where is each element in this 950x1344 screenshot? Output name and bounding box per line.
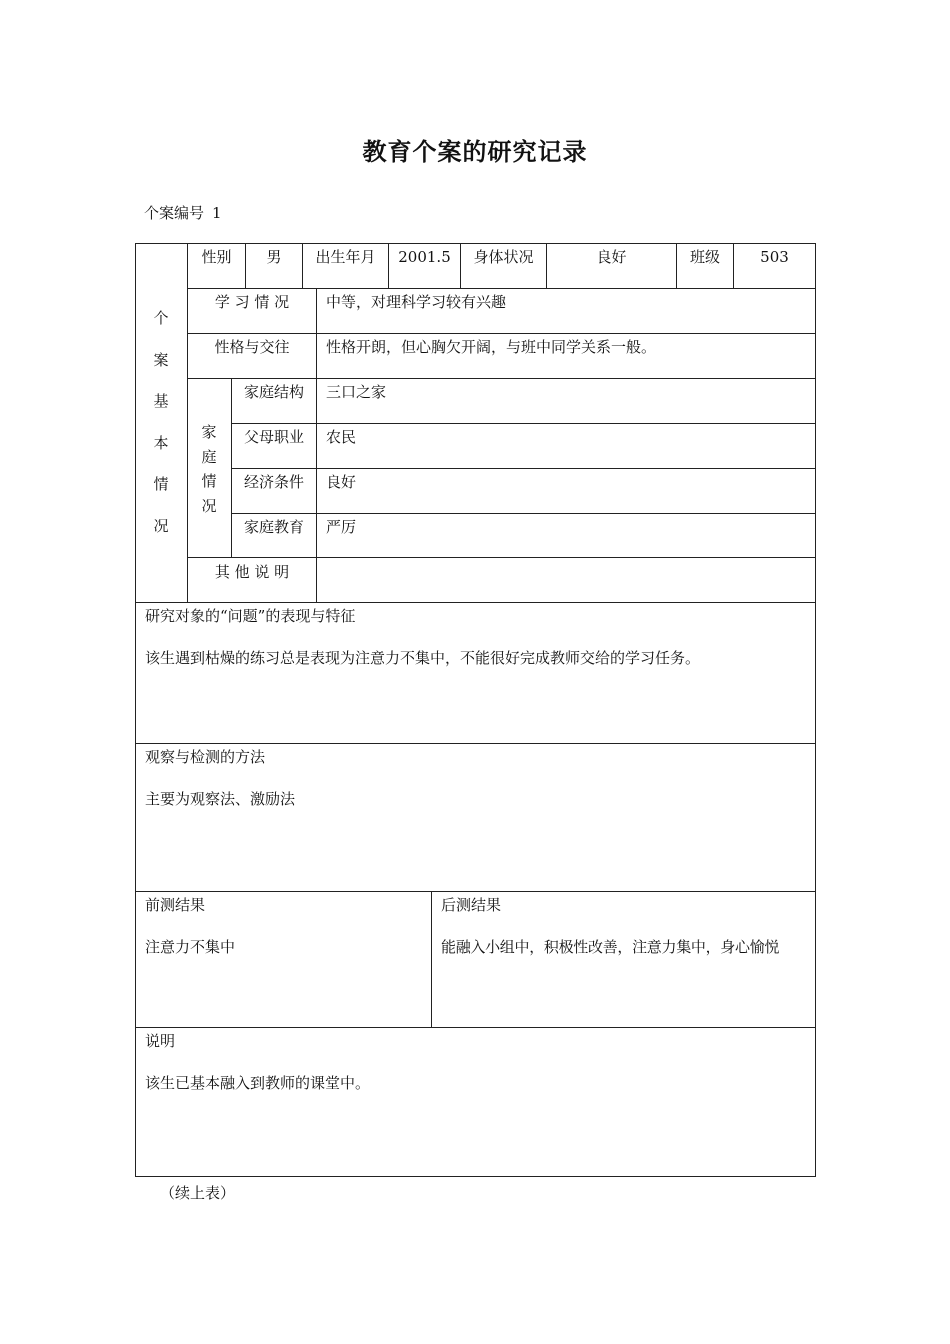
basic-info-side-label xyxy=(151,298,171,547)
family-edu-label: 家庭教育 xyxy=(243,518,304,536)
birth-value: 2001.5 xyxy=(398,248,451,266)
problem-label: 研究对象的“问题”的表现与特征 xyxy=(145,607,356,625)
page-title: 教育个案的研究记录 xyxy=(362,137,588,166)
case-number-label: 个案编号 xyxy=(144,204,205,222)
side-char: 情 xyxy=(153,475,169,493)
method-label: 观察与检测的方法 xyxy=(145,748,266,766)
gender-value: 男 xyxy=(266,248,282,266)
parent-job-value: 农民 xyxy=(326,428,357,446)
class-label: 班级 xyxy=(689,248,720,266)
gender-label: 性别 xyxy=(201,248,232,266)
economy-label: 经济条件 xyxy=(243,473,304,491)
method-text: 主要为观察法、激励法 xyxy=(145,790,296,808)
study-label: 学 习 情 况 xyxy=(214,293,290,311)
family-char: 庭 xyxy=(201,447,217,466)
personality-label: 性格与交往 xyxy=(214,338,290,356)
family-char: 况 xyxy=(201,496,217,515)
class-value: 503 xyxy=(760,248,789,266)
case-number-value: 1 xyxy=(212,204,222,222)
pre-test-label: 前测结果 xyxy=(145,896,206,914)
family-edu-value: 严厉 xyxy=(326,518,357,536)
family-char: 家 xyxy=(201,423,217,441)
parent-job-label: 父母职业 xyxy=(243,428,304,446)
side-char: 本 xyxy=(153,433,169,452)
health-value: 良好 xyxy=(596,248,627,266)
post-test-label: 后测结果 xyxy=(441,896,502,914)
pre-test-text: 注意力不集中 xyxy=(145,938,236,956)
family-structure-label: 家庭结构 xyxy=(243,383,304,401)
other-label: 其 他 说 明 xyxy=(214,563,290,581)
side-char: 案 xyxy=(153,350,169,369)
health-label: 身体状况 xyxy=(473,248,534,266)
family-char: 情 xyxy=(201,472,217,490)
post-test-text: 能融入小组中，积极性改善，注意力集中，身心愉悦 xyxy=(441,938,780,956)
family-side-label xyxy=(199,420,219,518)
family-structure-value: 三口之家 xyxy=(326,383,387,401)
study-value: 中等，对理科学习较有兴趣 xyxy=(326,293,507,311)
economy-value: 良好 xyxy=(326,473,357,491)
birth-label: 出生年月 xyxy=(315,248,376,266)
side-char: 个 xyxy=(153,309,169,327)
personality-value: 性格开朗，但心胸欠开阔，与班中同学关系一般。 xyxy=(326,338,657,356)
explanation-text: 该生已基本融入到教师的课堂中。 xyxy=(145,1074,371,1092)
side-char: 基 xyxy=(153,392,169,410)
side-char: 况 xyxy=(153,516,169,535)
problem-text: 该生遇到枯燥的练习总是表现为注意力不集中，不能很好完成教师交给的学习任务。 xyxy=(145,649,701,667)
footer-note: （续上表） xyxy=(160,1184,236,1202)
explanation-label: 说明 xyxy=(145,1032,176,1050)
